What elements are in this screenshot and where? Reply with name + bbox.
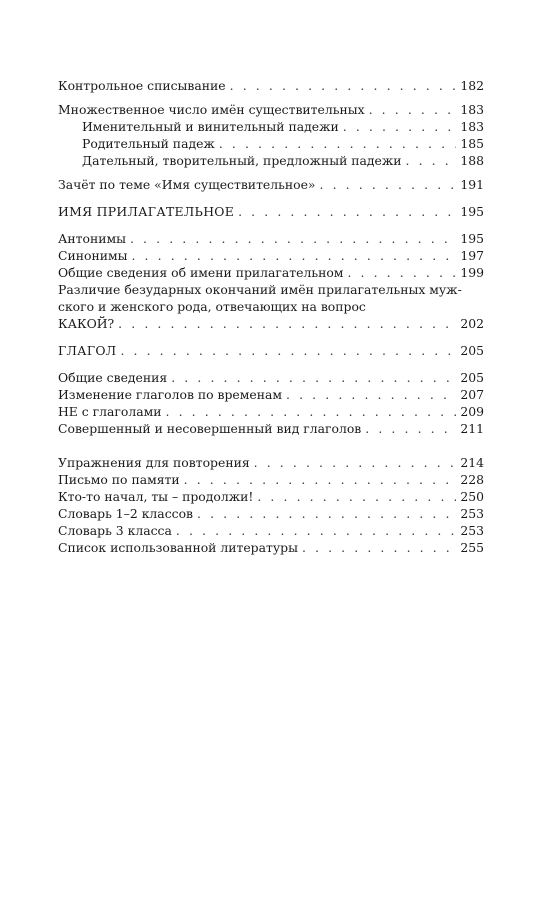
toc-entry-title: Общие сведения об имени прилагательном <box>58 265 344 280</box>
leader-dots <box>184 471 456 488</box>
section-heading-title: ИМЯ ПРИЛАГАТЕЛЬНОЕ <box>58 204 235 219</box>
toc-entry-title: Дательный, творительный, предложный падежи <box>82 153 402 168</box>
toc-entry-page: 253 <box>460 523 484 538</box>
toc-entry-title-line-2: ского и женского рода, отвечающих на вопрос <box>58 299 366 314</box>
toc-entry-title: НЕ с глаголами <box>58 404 162 419</box>
spacer <box>58 193 484 203</box>
toc-entry-adjective-general[interactable] <box>58 264 484 281</box>
toc-entry-page: 207 <box>460 387 484 402</box>
toc-entry-antonyms[interactable] <box>58 230 484 247</box>
leader-dots <box>254 454 456 471</box>
toc-entry-memory-writing[interactable] <box>58 471 484 488</box>
spacer <box>58 332 484 342</box>
toc-entry-title: Упражнения для повторения <box>58 455 250 470</box>
toc-entry-page: 195 <box>460 204 484 219</box>
toc-entry-page: 197 <box>460 248 484 263</box>
leader-dots <box>166 403 456 420</box>
table-of-contents <box>58 77 484 556</box>
leader-dots <box>369 101 456 118</box>
toc-entry-title: Словарь 3 класса <box>58 523 172 538</box>
toc-entry-verb-tenses[interactable] <box>58 386 484 403</box>
toc-entry-dative-instrumental-prepositional[interactable] <box>58 152 484 169</box>
toc-entry-title: Письмо по памяти <box>58 472 180 487</box>
toc-entry-title: Кто-то начал, ты – продолжи! <box>58 489 254 504</box>
toc-entry-review-exercises[interactable] <box>58 454 484 471</box>
toc-entry-synonyms[interactable] <box>58 247 484 264</box>
toc-entry-plural-nouns[interactable] <box>58 101 484 118</box>
toc-entry-title: Синонимы <box>58 248 128 263</box>
toc-entry-title: Именительный и винительный падежи <box>82 119 339 134</box>
toc-entry-title: Словарь 1–2 классов <box>58 506 194 521</box>
leader-dots <box>320 176 456 193</box>
leader-dots <box>131 247 456 264</box>
toc-entry-verb-aspect[interactable] <box>58 420 484 437</box>
toc-entry-title: Зачёт по теме «Имя существительное» <box>58 177 316 192</box>
toc-entry-title: Общие сведения <box>58 370 168 385</box>
toc-entry-page: 211 <box>460 421 484 436</box>
section-heading-title: ГЛАГОЛ <box>58 343 117 358</box>
leader-dots <box>406 152 456 169</box>
toc-entry-page: 188 <box>460 153 484 168</box>
leader-dots <box>257 488 456 505</box>
spacer <box>58 437 484 454</box>
toc-entry-verb-general[interactable] <box>58 369 484 386</box>
leader-dots <box>120 342 456 359</box>
toc-entry-page: 205 <box>460 370 484 385</box>
leader-dots <box>238 203 456 220</box>
toc-entry-control-copying[interactable] <box>58 77 484 94</box>
toc-entry-dictionary-grade-3[interactable] <box>58 522 484 539</box>
toc-entry-title: Антонимы <box>58 231 126 246</box>
leader-dots <box>219 135 456 152</box>
leader-dots <box>171 369 456 386</box>
toc-entry-genitive[interactable] <box>58 135 484 152</box>
toc-entry-page: 183 <box>460 102 484 117</box>
toc-entry-page: 185 <box>460 136 484 151</box>
toc-entry-page: 255 <box>460 540 484 555</box>
leader-dots <box>176 522 456 539</box>
toc-entry-unstressed-endings[interactable] <box>58 281 484 332</box>
toc-entry-nominative-accusative[interactable] <box>58 118 484 135</box>
toc-entry-continue-story[interactable] <box>58 488 484 505</box>
toc-section-adjective[interactable] <box>58 203 484 220</box>
toc-entry-title-line-1: Различие безударных окончаний имён прилагательных муж- <box>58 282 462 297</box>
leader-dots <box>286 386 456 403</box>
toc-entry-title: Список использованной литературы <box>58 540 298 555</box>
toc-entry-bibliography[interactable] <box>58 539 484 556</box>
leader-dots <box>302 539 456 556</box>
toc-entry-page: 191 <box>460 177 484 192</box>
toc-entry-page: 228 <box>460 472 484 487</box>
toc-entry-page: 183 <box>460 119 484 134</box>
toc-entry-page: 209 <box>460 404 484 419</box>
toc-entry-title: Контрольное списывание <box>58 78 226 93</box>
toc-section-verb[interactable] <box>58 342 484 359</box>
spacer <box>58 359 484 369</box>
toc-entry-noun-test[interactable] <box>58 176 484 193</box>
toc-entry-page: 205 <box>460 343 484 358</box>
leader-dots <box>365 420 456 437</box>
leader-dots <box>130 230 456 247</box>
spacer <box>58 169 484 176</box>
toc-entry-title: КАКОЙ? <box>58 316 115 331</box>
toc-entry-ne-with-verbs[interactable] <box>58 403 484 420</box>
leader-dots <box>197 505 456 522</box>
toc-entry-dictionary-grades-1-2[interactable] <box>58 505 484 522</box>
toc-entry-title: Совершенный и несовершенный вид глаголов <box>58 421 362 436</box>
toc-entry-page: 250 <box>460 489 484 504</box>
leader-dots <box>118 315 456 332</box>
toc-entry-page: 253 <box>460 506 484 521</box>
leader-dots <box>347 264 456 281</box>
toc-entry-title-last-line <box>58 315 484 332</box>
toc-entry-title: Множественное число имён существительных <box>58 102 365 117</box>
toc-entry-title: Родительный падеж <box>82 136 215 151</box>
toc-entry-title: Изменение глаголов по временам <box>58 387 283 402</box>
toc-entry-page: 202 <box>460 316 484 331</box>
leader-dots <box>343 118 456 135</box>
spacer <box>58 94 484 101</box>
toc-entry-page: 195 <box>460 231 484 246</box>
toc-entry-page: 214 <box>460 455 484 470</box>
toc-entry-page: 182 <box>460 78 484 93</box>
toc-entry-page: 199 <box>460 265 484 280</box>
spacer <box>58 220 484 230</box>
leader-dots <box>230 77 456 94</box>
